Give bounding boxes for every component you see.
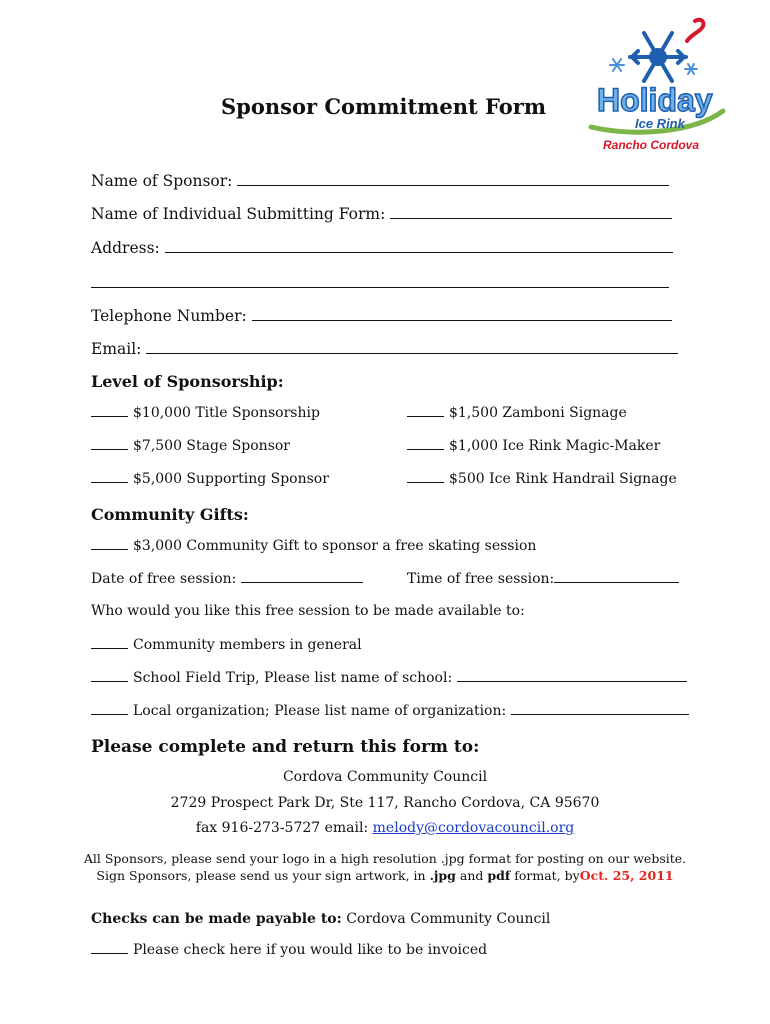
email-field[interactable] xyxy=(91,338,678,358)
organization-name-line[interactable] xyxy=(511,702,689,715)
artwork-note-and: and xyxy=(459,868,484,883)
availability-option[interactable] xyxy=(91,702,694,719)
sponsorship-option-label: $7,500 Stage Sponsor xyxy=(133,438,291,454)
telephone-label: Telephone Number: xyxy=(91,307,247,325)
availability-question: Who would you like this free session to be made available to: xyxy=(91,603,525,619)
telephone-line[interactable] xyxy=(252,305,672,321)
availability-option-label: Community members in general xyxy=(133,637,362,653)
checkbox-blank[interactable] xyxy=(91,669,128,682)
checks-label: Checks can be made payable to: xyxy=(91,911,342,927)
sponsor-name-line[interactable] xyxy=(237,170,669,186)
availability-option-label: Local organization; Please list name of organization: xyxy=(133,703,507,719)
date-of-session-label: Date of free session: xyxy=(91,571,237,587)
checkbox-blank[interactable] xyxy=(91,941,128,954)
sponsorship-option-label: $1,500 Zamboni Signage xyxy=(449,405,627,421)
sponsorship-option[interactable] xyxy=(91,470,329,487)
community-gifts-heading: Community Gifts: xyxy=(91,505,249,524)
checkbox-blank[interactable] xyxy=(407,404,444,417)
deadline-date: Oct. 25, 2011 xyxy=(579,868,674,883)
artwork-note-text: Sign Sponsors, please send us your sign artwork, in xyxy=(96,868,426,883)
availability-option[interactable] xyxy=(91,636,362,653)
checkbox-blank[interactable] xyxy=(91,636,128,649)
artwork-note-pdf: pdf xyxy=(487,868,511,883)
logo-ice-rink-text: Ice Rink xyxy=(635,116,685,131)
holiday-ice-rink-logo xyxy=(583,15,733,155)
invoice-option-label: Please check here if you would like to be invoiced xyxy=(133,942,488,958)
address-field[interactable] xyxy=(91,237,673,257)
artwork-note xyxy=(0,868,770,883)
address-line-2[interactable] xyxy=(91,287,669,288)
checks-payable xyxy=(91,911,550,927)
availability-option[interactable] xyxy=(91,669,692,686)
sponsorship-option[interactable] xyxy=(407,470,677,487)
sponsorship-option-label: $500 Ice Rink Handrail Signage xyxy=(449,471,677,487)
community-gift-option[interactable] xyxy=(91,537,536,554)
time-of-session-label: Time of free session: xyxy=(407,571,555,587)
checkbox-blank[interactable] xyxy=(91,702,128,715)
return-heading: Please complete and return this form to: xyxy=(91,737,480,757)
sponsorship-option[interactable] xyxy=(407,404,627,421)
individual-name-label: Name of Individual Submitting Form: xyxy=(91,205,386,223)
sponsor-name-label: Name of Sponsor: xyxy=(91,172,233,190)
checks-payee: Cordova Community Council xyxy=(346,911,551,927)
checkbox-blank[interactable] xyxy=(407,470,444,483)
return-org: Cordova Community Council xyxy=(282,769,488,785)
sponsorship-option-label: $1,000 Ice Rink Magic-Maker xyxy=(449,438,661,454)
sponsorship-option-label: $10,000 Title Sponsorship xyxy=(133,405,320,421)
telephone-field[interactable] xyxy=(91,305,672,325)
checkbox-blank[interactable] xyxy=(407,437,444,450)
checkbox-blank[interactable] xyxy=(91,537,128,550)
email-line[interactable] xyxy=(146,338,678,354)
email-label: Email: xyxy=(91,340,142,358)
address-label: Address: xyxy=(91,239,160,257)
availability-option-label: School Field Trip, Please list name of school: xyxy=(133,670,453,686)
artwork-note-jpg: .jpg xyxy=(429,868,456,883)
sponsorship-heading: Level of Sponsorship: xyxy=(91,372,284,391)
address-line-1[interactable] xyxy=(165,237,673,253)
individual-name-line[interactable] xyxy=(390,203,672,219)
logo-holiday-text: Holiday xyxy=(597,82,713,118)
date-of-session-line[interactable] xyxy=(241,570,363,583)
sponsorship-option[interactable] xyxy=(407,437,660,454)
return-address: 2729 Prospect Park Dr, Ste 117, Rancho Cordova, CA 95670 xyxy=(170,795,600,811)
date-of-session-field[interactable] xyxy=(91,570,368,587)
sponsorship-option[interactable] xyxy=(91,437,290,454)
form-title-text: Sponsor Commitment Form xyxy=(221,94,547,119)
individual-name-field[interactable] xyxy=(91,203,672,223)
logo-city-text: Rancho Cordova xyxy=(603,138,700,152)
artwork-note-format: format, by xyxy=(514,868,580,883)
sponsorship-option[interactable] xyxy=(91,404,320,421)
sponsorship-option-label: $5,000 Supporting Sponsor xyxy=(133,471,329,487)
checkbox-blank[interactable] xyxy=(91,437,128,450)
invoice-option[interactable] xyxy=(91,941,487,958)
sponsor-name-field[interactable] xyxy=(91,170,669,190)
return-contact xyxy=(0,820,770,836)
checkbox-blank[interactable] xyxy=(91,470,128,483)
return-fax: fax 916-273-5727 email: xyxy=(195,820,369,836)
community-gift-label: $3,000 Community Gift to sponsor a free skating session xyxy=(133,538,537,554)
logo-note: All Sponsors, please send your logo in a high resolution .jpg format for posting on our website. xyxy=(83,851,687,866)
time-of-session-line[interactable] xyxy=(554,570,679,583)
email-link[interactable]: melody@cordovacouncil.org xyxy=(372,820,575,836)
time-of-session-field[interactable] xyxy=(407,570,684,587)
checkbox-blank[interactable] xyxy=(91,404,128,417)
school-name-line[interactable] xyxy=(457,669,687,682)
